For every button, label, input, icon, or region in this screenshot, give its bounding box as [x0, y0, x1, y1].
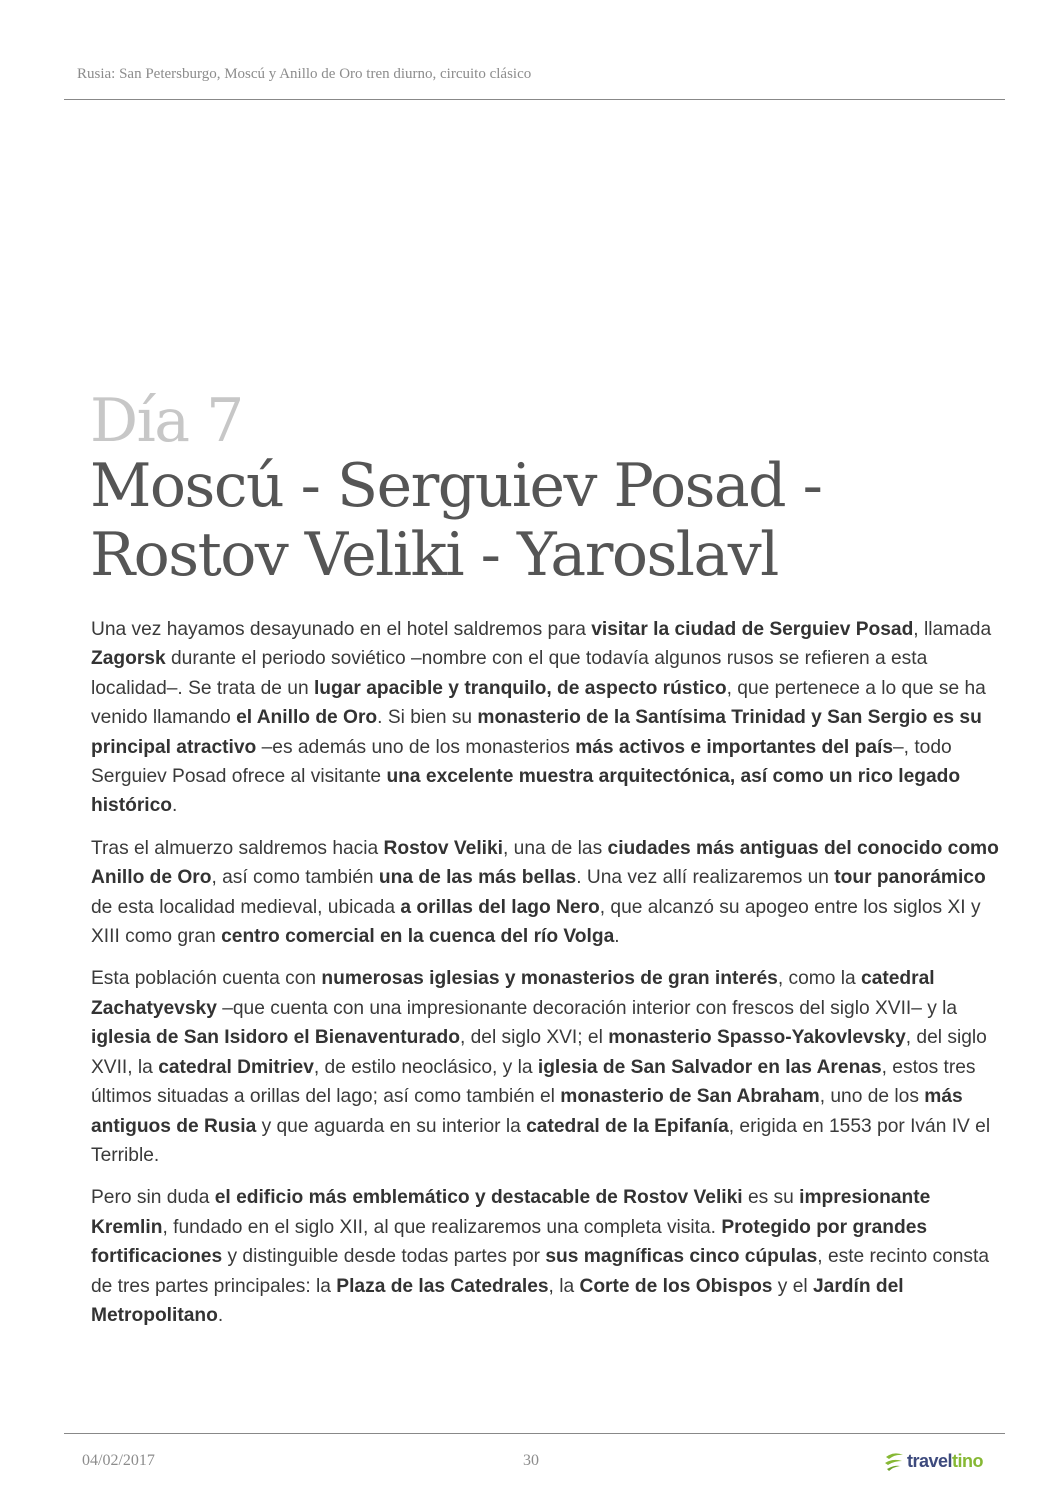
bold-text-run: catedral de la Epifanía — [526, 1115, 729, 1137]
text-run: y distinguible desde todas partes por — [222, 1246, 546, 1268]
bold-text-run: Corte de los Obispos — [579, 1275, 773, 1297]
bold-text-run: numerosas iglesias y monasterios de gran interés — [321, 968, 778, 990]
text-run: , que alcanzó su apogeo entre los siglos XI y XIII como gran — [91, 896, 981, 948]
text-run: , erigida en 1553 por Iván IV el Terrible. — [91, 1115, 991, 1166]
logo-wordmark — [907, 1449, 983, 1473]
bold-text-run: más antiguos de Rusia — [91, 1086, 963, 1137]
bold-text-run: a orillas del lago Nero — [400, 896, 600, 918]
text-run: , una de las — [502, 837, 608, 859]
text-run: . — [217, 1304, 224, 1326]
bold-text-run: una excelente muestra arquitectónica, así como un rico legado histórico — [91, 766, 961, 817]
route-title-line-2: Rostov Veliki - Yaroslavl — [90, 520, 778, 590]
text-run: , que pertenece a lo que se ha venido llamando — [91, 677, 986, 729]
bold-text-run: más activos e importantes del país — [575, 736, 893, 758]
bold-text-run: visitar la ciudad de Serguiev Posad — [591, 619, 914, 640]
bold-text-run: sus magníficas cinco cúpulas — [545, 1246, 818, 1268]
bold-text-run: Rostov Veliki — [383, 837, 503, 859]
bold-text-run: Protegido por grandes fortificaciones — [91, 1216, 928, 1268]
day-label: Día 7 — [90, 386, 243, 456]
page-number: 30 — [523, 1452, 539, 1469]
text-run: es su — [742, 1187, 800, 1209]
text-run: y que aguarda en su interior la — [256, 1115, 527, 1137]
logo-word-travel: travel — [907, 1451, 953, 1471]
text-run: Tras el almuerzo saldremos hacia — [91, 837, 384, 859]
text-run: , de estilo neoclásico, y la — [313, 1056, 538, 1078]
bold-text-run: catedral Dmitriev — [158, 1056, 314, 1078]
text-run: , fundado en el siglo XII, al que realizaremos una completa visita. — [162, 1216, 722, 1238]
running-header: Rusia: San Petersburgo, Moscú y Anillo de Oro tren diurno, circuito clásico — [77, 66, 532, 82]
text-run: Esta población cuenta con — [91, 968, 322, 990]
text-run: , uno de los — [819, 1086, 925, 1108]
route-title — [90, 452, 990, 590]
text-run: . Una vez allí realizaremos un — [576, 867, 835, 889]
bold-text-run: Zagorsk — [91, 648, 166, 670]
travel-swirl-icon — [883, 1451, 905, 1471]
header-divider — [64, 99, 1005, 100]
body-paragraph — [91, 1183, 1003, 1330]
text-run: . — [614, 926, 620, 948]
bold-text-run: lugar apacible y tranquilo, de aspecto rústico — [313, 677, 727, 699]
text-run: . Si bien su — [377, 707, 478, 729]
bold-text-run: Plaza de las Catedrales — [336, 1275, 549, 1297]
text-run: –es además uno de los monasterios — [256, 736, 576, 758]
bold-text-run: una de las más bellas — [378, 867, 577, 889]
footer-divider — [64, 1433, 1005, 1434]
route-title-line-1: Moscú - Serguiev Posad - — [90, 451, 822, 521]
bold-text-run: el edificio más emblemático y destacable de Rostov Veliki — [214, 1187, 743, 1209]
body-paragraph — [91, 834, 1003, 952]
bold-text-run: monasterio de la Santísima Trinidad y San Sergio es su principal atractivo — [91, 707, 982, 758]
text-run: –, todo Serguiev Posad ofrece al visitante — [91, 736, 952, 788]
text-run: , estos tres últimos situadas a orillas del lago; así como también el — [91, 1056, 976, 1108]
bold-text-run: monasterio de San Abraham — [560, 1086, 820, 1108]
text-run: , del siglo XVI; el — [459, 1027, 609, 1049]
text-run: . — [172, 795, 178, 817]
bold-text-run: el Anillo de Oro — [236, 707, 378, 729]
bold-text-run: catedral Zachatyevsky — [91, 968, 935, 1019]
text-run: Pero sin duda — [91, 1187, 215, 1209]
text-run: durante el periodo soviético –nombre con el que todavía algunos rusos se refieren a esta localidad–. Se trata de un — [91, 648, 928, 699]
text-run: y el — [772, 1275, 813, 1297]
bold-text-run: ciudades más antiguas del conocido como Anillo de Oro — [91, 837, 999, 889]
footer-date: 04/02/2017 — [82, 1452, 155, 1469]
itinerary-body — [91, 615, 1003, 1343]
bold-text-run: Jardín del Metropolitano — [91, 1275, 904, 1326]
bold-text-run: monasterio Spasso-Yakovlevsky — [608, 1027, 906, 1049]
text-run: de esta localidad medieval, ubicada — [91, 896, 401, 918]
body-paragraph — [91, 964, 1003, 1170]
text-run: , la — [548, 1275, 580, 1297]
text-run: , así como también — [211, 867, 379, 889]
text-run: , del siglo XVII, la — [91, 1027, 987, 1078]
logo-word-tino: tino — [952, 1451, 984, 1471]
bold-text-run: tour panorámico — [834, 867, 986, 889]
text-run: , este recinto consta de tres partes principales: la — [91, 1246, 989, 1297]
bold-text-run: centro comercial en la cuenca del río Volga — [221, 926, 615, 948]
traveltino-logo — [883, 1449, 983, 1473]
bold-text-run: iglesia de San Salvador en las Arenas — [537, 1056, 882, 1078]
body-paragraph — [91, 615, 1003, 821]
text-run: , como la — [777, 968, 862, 990]
text-run: Una vez hayamos desayunado en el hotel saldremos para — [91, 619, 592, 640]
bold-text-run: iglesia de San Isidoro el Bienaventurado — [91, 1027, 460, 1049]
text-run: , llamada — [913, 619, 992, 640]
text-run: –que cuenta con una impresionante decoración interior con frescos del siglo XVII– y la — [216, 997, 958, 1019]
bold-text-run: impresionante Kremlin — [91, 1187, 931, 1238]
